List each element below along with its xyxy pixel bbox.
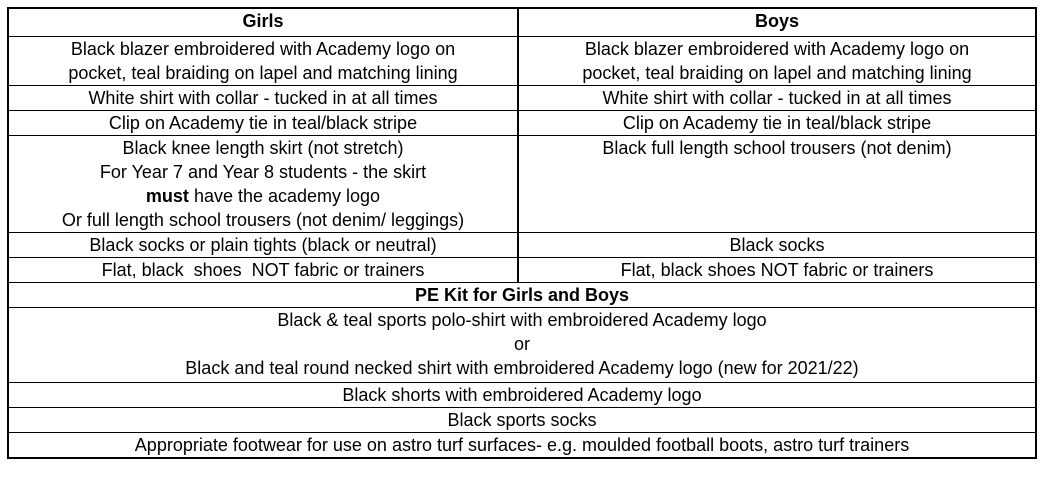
boys-blazer-cell xyxy=(518,37,1036,86)
table-row xyxy=(8,37,1036,86)
must-emphasis: must xyxy=(145,186,189,206)
cell-line: Black blazer embroidered with Academy logo on xyxy=(584,39,970,59)
table-row xyxy=(8,258,1036,283)
cell-line: Black blazer embroidered with Academy logo on xyxy=(70,39,456,59)
pe-socks-cell: Black sports socks xyxy=(8,408,1036,433)
header-row xyxy=(8,8,1036,37)
boys-tie-cell: Clip on Academy tie in teal/black stripe xyxy=(518,111,1036,136)
table-row xyxy=(8,433,1036,459)
pe-header-row xyxy=(8,283,1036,308)
boys-header: Boys xyxy=(518,8,1036,37)
cell-text: have the academy logo xyxy=(188,186,381,206)
table-row xyxy=(8,383,1036,408)
pe-polo-cell xyxy=(8,308,1036,383)
boys-shoes-cell: Flat, black shoes NOT fabric or trainers xyxy=(518,258,1036,283)
girls-socks-cell: Black socks or plain tights (black or neutral) xyxy=(8,233,518,258)
cell-line: For Year 7 and Year 8 students - the skirt xyxy=(99,162,427,182)
cell-line: Or full length school trousers (not denim/ leggings) xyxy=(61,210,465,230)
boys-socks-cell: Black socks xyxy=(518,233,1036,258)
pe-shorts-cell: Black shorts with embroidered Academy logo xyxy=(8,383,1036,408)
cell-line: pocket, teal braiding on lapel and matching lining xyxy=(68,63,458,83)
table-row xyxy=(8,86,1036,111)
table-row xyxy=(8,111,1036,136)
girls-shoes-cell: Flat, black shoes NOT fabric or trainers xyxy=(8,258,518,283)
table-row xyxy=(8,408,1036,433)
cell-line: Black & teal sports polo-shirt with embroidered Academy logo xyxy=(277,310,767,330)
girls-tie-cell: Clip on Academy tie in teal/black stripe xyxy=(8,111,518,136)
cell-line: pocket, teal braiding on lapel and matching lining xyxy=(582,63,972,83)
table-row xyxy=(8,233,1036,258)
girls-header: Girls xyxy=(8,8,518,37)
cell-line: Black knee length skirt (not stretch) xyxy=(122,138,404,158)
girls-blazer-cell xyxy=(8,37,518,86)
table-row xyxy=(8,308,1036,383)
pe-kit-header: PE Kit for Girls and Boys xyxy=(8,283,1036,308)
cell-line: Black and teal round necked shirt with embroidered Academy logo (new for 2021/22) xyxy=(185,358,859,378)
girls-shirt-cell: White shirt with collar - tucked in at all times xyxy=(8,86,518,111)
table-row xyxy=(8,136,1036,233)
cell-line xyxy=(13,184,513,208)
boys-trousers-cell: Black full length school trousers (not denim) xyxy=(518,136,1036,233)
girls-skirt-cell xyxy=(8,136,518,233)
uniform-table xyxy=(7,7,1037,459)
pe-footwear-cell: Appropriate footwear for use on astro turf surfaces- e.g. moulded football boots, astro turf trainers xyxy=(8,433,1036,459)
boys-shirt-cell: White shirt with collar - tucked in at all times xyxy=(518,86,1036,111)
cell-line: or xyxy=(513,334,530,354)
